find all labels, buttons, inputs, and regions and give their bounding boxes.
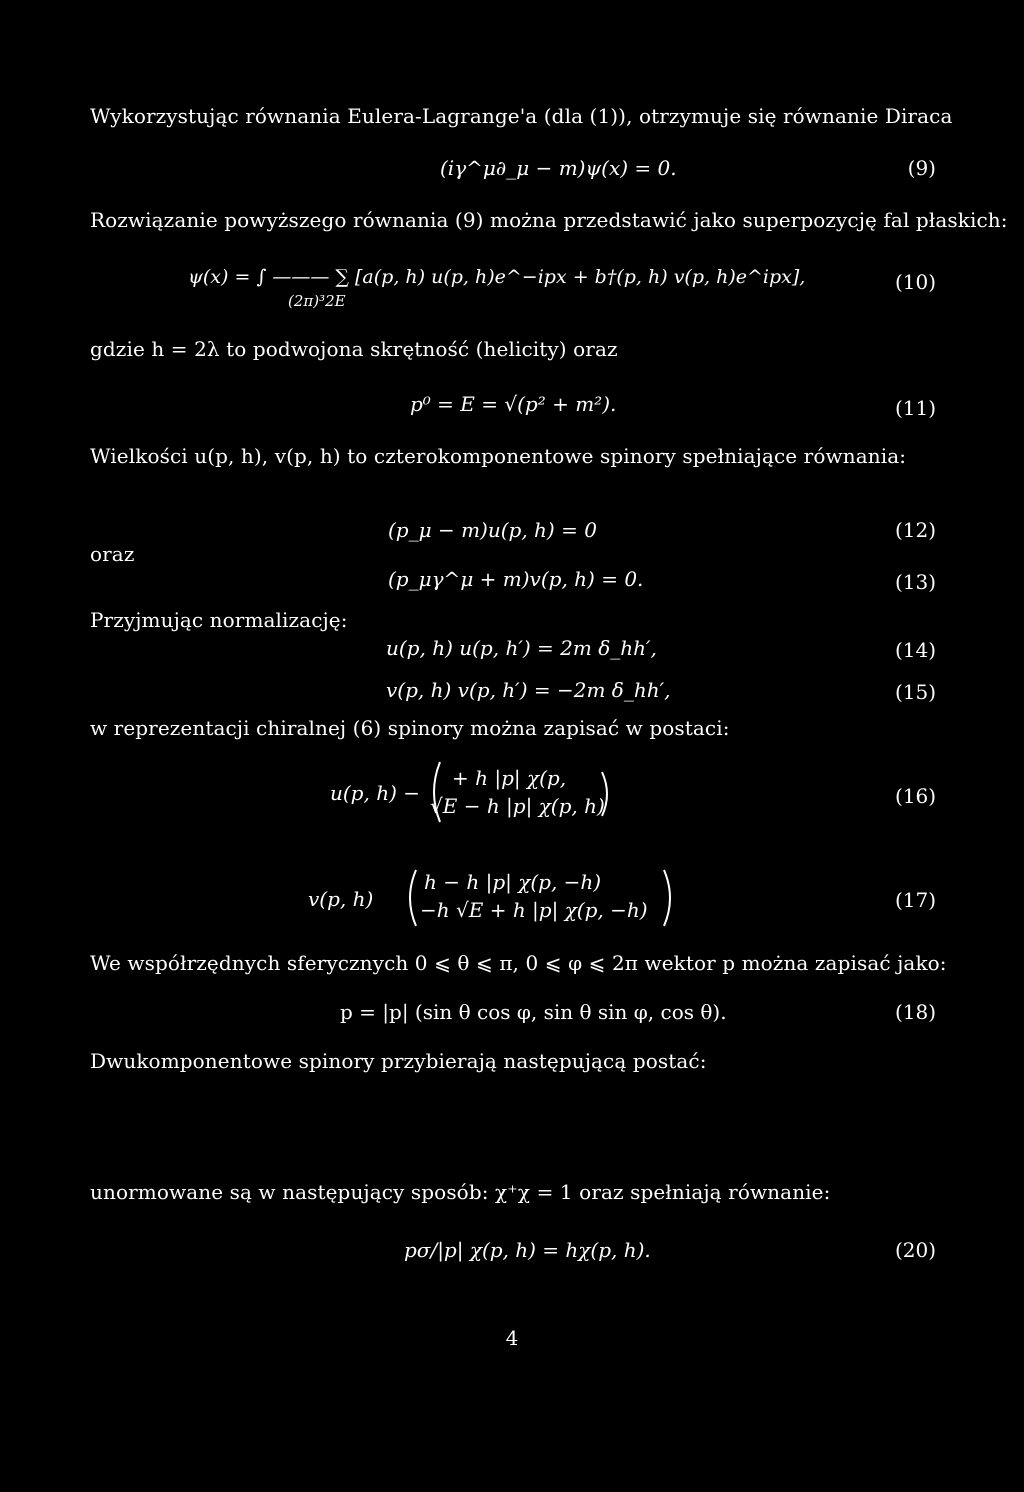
paragraph-4: Wielkości u(p, h), v(p, h) to czterokomponentowe spinory spełniające równania:	[90, 444, 907, 468]
equation-9-number: (9)	[907, 156, 936, 180]
equation-16-right-paren	[598, 770, 618, 820]
equation-14-number: (14)	[894, 638, 936, 662]
paragraph-6: Przyjmując normalizację:	[90, 608, 348, 632]
equation-16-lhs: u(p, h) −	[330, 781, 420, 805]
equation-12-number: (12)	[894, 518, 936, 542]
equation-12: (p_μ − m)u(p, h) = 0	[388, 518, 597, 542]
equation-15-number: (15)	[894, 680, 936, 704]
equation-17-left-paren	[398, 866, 422, 930]
equation-13-number: (13)	[894, 570, 936, 594]
equation-17-row-2: −h √E + h |p| χ(p, −h)	[420, 898, 648, 922]
equation-11: p⁰ = E = √(p² + m²).	[410, 392, 617, 416]
equation-15: v(p, h) v(p, h′) = −2m δ_hh′,	[386, 678, 671, 702]
paragraph-1: Wykorzystując równania Eulera-Lagrange'a (dla (1)), otrzymuje się równanie Diraca	[90, 104, 953, 128]
page-number: 4	[505, 1326, 519, 1350]
equation-10: ψ(x) = ∫ ——— ∑ [a(p, h) u(p, h)e^−ipx + b†(p, h) v(p, h)e^ipx],	[188, 266, 806, 288]
equation-9: (iγ^μ∂_μ − m)ψ(x) = 0.	[440, 156, 677, 180]
paragraph-9: Dwukomponentowe spinory przybierają następującą postać:	[90, 1049, 707, 1073]
paragraph-10: unormowane są w następujący sposób: χ⁺χ = 1 oraz spełniają równanie:	[90, 1180, 831, 1204]
equation-17-lhs: v(p, h)	[308, 887, 374, 911]
equation-11-number: (11)	[894, 396, 936, 420]
paragraph-7: w reprezentacji chiralnej (6) spinory można zapisać w postaci:	[90, 716, 730, 740]
equation-20-number: (20)	[894, 1238, 936, 1262]
equation-18: p = |p| (sin θ cos φ, sin θ sin φ, cos θ).	[340, 1000, 727, 1024]
equation-14: u(p, h) u(p, h′) = 2m δ_hh′,	[386, 636, 657, 660]
equation-16-number: (16)	[894, 784, 936, 808]
paragraph-8: We współrzędnych sferycznych 0 ⩽ θ ⩽ π, 0 ⩽ φ ⩽ 2π wektor p można zapisać jako:	[90, 951, 947, 975]
paragraph-3: gdzie h = 2λ to podwojona skrętność (helicity) oraz	[90, 337, 618, 361]
equation-10-number: (10)	[894, 270, 936, 294]
equation-18-number: (18)	[894, 1000, 936, 1024]
paragraph-2: Rozwiązanie powyższego równania (9) można przedstawić jako superpozycję fal płaskich:	[90, 208, 1008, 232]
equation-10-denominator: (2π)³2E	[288, 292, 346, 310]
equation-20: pσ/|p| χ(p, h) = hχ(p, h).	[404, 1238, 651, 1262]
equation-17-right-paren	[658, 866, 682, 930]
equation-16-row-2: √E − h |p| χ(p, h)	[430, 794, 605, 818]
equation-13: (p_μγ^μ + m)v(p, h) = 0.	[388, 567, 644, 591]
equation-16-row-1: + h |p| χ(p,	[452, 766, 567, 790]
paragraph-5: oraz	[90, 542, 135, 566]
equation-17-row-1: h − h |p| χ(p, −h)	[424, 870, 602, 894]
equation-17-number: (17)	[894, 888, 936, 912]
